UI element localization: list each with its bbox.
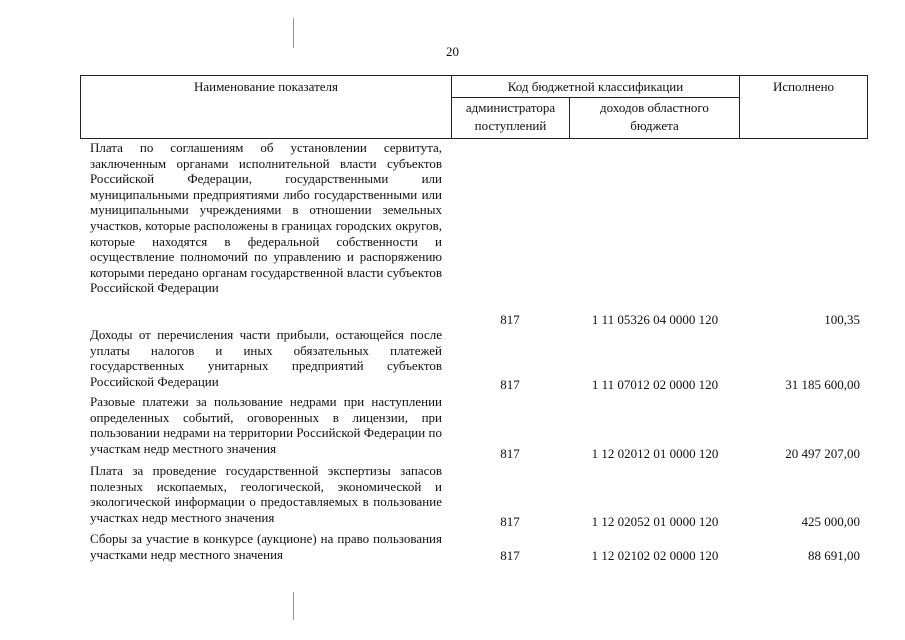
header-right-border: [867, 75, 868, 139]
header-income: [570, 99, 739, 135]
row-admin-code: 817: [500, 312, 520, 327]
header-admin-line1: администратора: [465, 100, 556, 115]
row-amount: 88 691,00: [808, 548, 860, 563]
header-income-line2: бюджета: [630, 118, 679, 133]
header-admin: [452, 99, 569, 135]
row-income-code: 1 12 02052 01 0000 120: [591, 514, 719, 529]
page-number: 20: [446, 44, 459, 59]
row-name: Разовые платежи за пользование недрами при наступлении определенных событий, оговоренных в лицензии, при пользовании недрами на территории Российской Федерации по участкам недр местного значения: [90, 394, 442, 456]
row-admin-code: 817: [500, 514, 520, 529]
row-income-code: 1 11 07012 02 0000 120: [591, 377, 719, 392]
row-income-code: 1 11 05326 04 0000 120: [591, 312, 719, 327]
row-admin-code: 817: [500, 548, 520, 563]
row-name: Доходы от перечисления части прибыли, остающейся после уплаты налогов и иных обязательных платежей государственных унитарных предприятий субъектов Российской Федерации: [90, 327, 442, 389]
header-top-border: [80, 75, 868, 76]
row-amount: 20 497 207,00: [785, 446, 860, 461]
row-admin-code: 817: [500, 446, 520, 461]
header-name: Наименование показателя: [193, 79, 339, 94]
scan-mark-bottom: [293, 592, 294, 620]
row-name: Сборы за участие в конкурсе (аукционе) на право пользования участками недр местного значения: [90, 531, 442, 562]
row-amount: 31 185 600,00: [785, 377, 860, 392]
row-admin-code: 817: [500, 377, 520, 392]
header-subgroup-border: [451, 97, 739, 98]
header-executed: Исполнено: [772, 79, 835, 94]
row-name: Плата за проведение государственной экспертизы запасов полезных ископаемых, геологической, экономической и экологической информации о предоставляемых в пользование участках недр местного значения: [90, 463, 442, 525]
row-income-code: 1 12 02102 02 0000 120: [591, 548, 719, 563]
row-amount: 100,35: [824, 312, 860, 327]
header-income-line1: доходов областного: [600, 100, 709, 115]
header-code-group: Код бюджетной классификации: [507, 79, 684, 94]
row-amount: 425 000,00: [801, 514, 860, 529]
header-admin-line2: поступлений: [474, 118, 547, 133]
row-name: Плата по соглашениям об установлении сервитута, заключенным органами исполнительной власти субъектов Российской Федерации, государственными или муниципальными предприятиями либо государственными или муниципальными учреждениями в отношении земельных участков, которые расположены в границах городских округов, которые находятся в федеральной собственности и осуществление полномочий по управлению и распоряжению которыми передано органам государственной власти субъектов Российской Федерации: [90, 140, 442, 296]
row-income-code: 1 12 02012 01 0000 120: [591, 446, 719, 461]
header-bottom-border: [80, 138, 868, 139]
